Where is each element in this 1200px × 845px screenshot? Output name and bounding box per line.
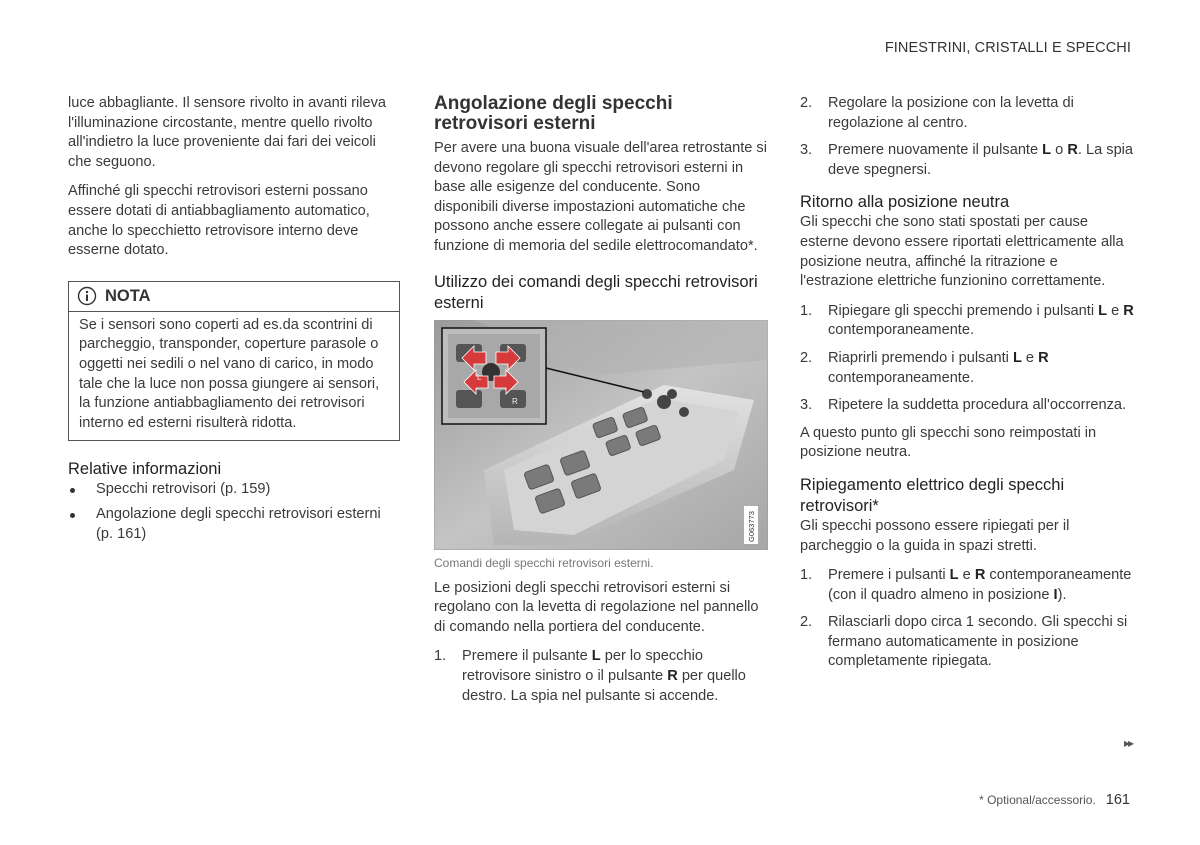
bullet-icon [70, 513, 75, 518]
subsection-title: Utilizzo dei comandi degli specchi retrovisori esterni [434, 272, 758, 312]
bullet-icon [70, 488, 75, 493]
footnote: * Optional/accessorio. [979, 793, 1096, 807]
paragraph: A questo punto gli specchi sono reimpostati in posizione neutra. [800, 424, 1097, 461]
list-item: 2. Rilasciarli dopo circa 1 secondo. Gli specchi si fermano automaticamente in posizione completamente ripiegata. [800, 614, 1128, 670]
subsection-title: Ripiegamento elettrico degli specchi retrovisori* [800, 475, 1065, 515]
note-header [69, 282, 399, 312]
related-link[interactable]: Specchi retrovisori (p. 159) [68, 480, 400, 500]
button-r-label: R [512, 396, 518, 406]
note-box [68, 281, 400, 442]
next-page-icon: ▸▸ [1123, 736, 1132, 750]
note-title: NOTA [105, 286, 151, 305]
steps-list [800, 94, 1135, 180]
running-header: FINESTRINI, CRISTALLI E SPECCHI [884, 40, 1131, 56]
footer [979, 792, 1130, 808]
mirror-controls-image [434, 320, 768, 550]
list-item: 1. Premere il pulsante L per lo specchio retrovisore sinistro o il pulsante R per quello destro. La spia nel pulsante si accende. [434, 648, 746, 704]
related-info-title: Relative informazioni [68, 460, 222, 479]
paragraph: luce abbagliante. Il sensore rivolto in avanti rileva l'illuminazione circostante, mentre quello rivolto all'indietro la luce proveniente dai fari dei veicoli che seguono. [68, 95, 386, 170]
note-body [69, 312, 399, 441]
paragraph: Gli specchi possono essere ripiegati per il parcheggio o la guida in spazi stretti. [800, 517, 1070, 554]
image-code: G063773 [747, 510, 756, 542]
page-number: 161 [1105, 792, 1130, 808]
paragraph: Gli specchi che sono stati spostati per cause esterne devono essere riportati elettricamente alla posizione neutra, affinché la ritrazione e l'estrazione elettriche funzionino correttamente. [800, 214, 1124, 290]
list-item: 3. Premere nuovamente il pulsante L o R. La spia deve spegnersi. [800, 142, 1134, 178]
info-icon [77, 286, 97, 306]
mirror-controls-illustration [434, 320, 768, 550]
column-right [800, 94, 1135, 680]
paragraph: Le posizioni degli specchi retrovisori esterni si regolano con la levetta di regolazione nel pannello di comando nella portiera del conducente. [434, 579, 759, 635]
note-text: Se i sensori sono coperti ad es.da scontrini di parcheggio, transponder, coperture parasole o oggetti nei sedili o nel vano di carico, in modo tale che la luce non possa giungere ai sensori, la funzione antiabbagliamento dei retrovisori interno ed esterni risulterà ridotta. [79, 316, 380, 431]
related-link[interactable]: Angolazione degli specchi retrovisori esterni (p. 161) [68, 505, 400, 544]
paragraph: Affinché gli specchi retrovisori esterni possano essere dotati di antiabbagliamento automatico, anche lo specchietto retrovisore interno deve esserne dotato. [68, 183, 370, 259]
steps-list [800, 566, 1135, 672]
related-list [68, 480, 400, 544]
paragraph: Per avere una buona visuale dell'area retrostante si devono regolare gli specchi retrovisori esterni in base alle esigenze del conducente. Sono disponibili diverse impostazioni automatiche che possono anche essere collegate ai pulsanti con funzione di memoria del sedile elettrocomandato*. [434, 140, 767, 254]
column-left [68, 94, 400, 549]
list-item: 2. Riaprirli premendo i pulsanti L e R contemporaneamente. [800, 349, 1049, 386]
subsection-title: Ritorno alla posizione neutra [800, 193, 1010, 212]
steps-list [800, 302, 1135, 416]
image-caption: Comandi degli specchi retrovisori esterni. [434, 555, 654, 570]
steps-list [434, 647, 768, 706]
list-item: 3. Ripetere la suddetta procedura all'occorrenza. [800, 397, 1127, 414]
list-item: 1. Ripiegare gli specchi premendo i pulsanti L e R contemporaneamente. [800, 302, 1134, 339]
section-title: Angolazione degli specchi retrovisori esterni [434, 93, 673, 134]
list-item: 2. Regolare la posizione con la levetta di regolazione al centro. [800, 95, 1074, 131]
list-item: 1. Premere i pulsanti L e R contemporaneamente (con il quadro almeno in posizione I). [800, 567, 1132, 603]
button-l-label: L [477, 372, 482, 382]
column-middle [434, 94, 768, 714]
